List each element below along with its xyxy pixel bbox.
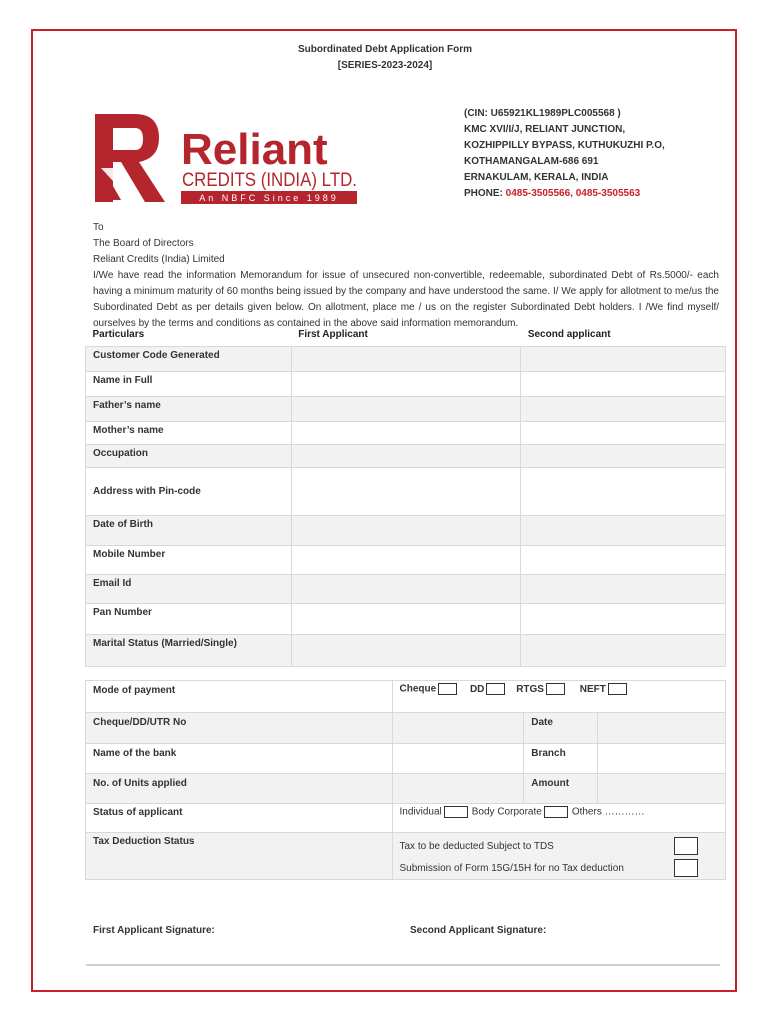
tds-checkbox[interactable] (674, 837, 698, 855)
amount-field[interactable] (598, 774, 726, 804)
logo-name: Reliant (181, 125, 328, 174)
form-series: [SERIES-2023-2024] (337, 60, 433, 71)
cheque-label: Cheque (399, 683, 437, 695)
applicant-status-options (392, 804, 726, 833)
second-applicant-field[interactable] (521, 603, 726, 634)
row-label: Customer Code Generated (86, 346, 292, 371)
applicant-status-label: Status of applicant (86, 804, 393, 833)
first-applicant-field[interactable] (291, 467, 521, 515)
first-applicant-field[interactable] (291, 396, 521, 421)
footer-divider (86, 964, 720, 966)
row-label: Mobile Number (86, 545, 292, 574)
intro-body: I/We have read the information Memorandum for issue of unsecured non-convertible, redeemable, subordinated Debt of Rs.5000/- each having a minimum maturity of 60 months being issued by the company and have understood the same. I/ We apply for allotment to me/us the Subordinated Debt as per details given below. On allotment, place me / us on the register Subordinated Debt holders. I /We find myself/ ourselves by the terms and conditions as contained in the above said information memorandum. (93, 270, 719, 329)
tax-status-options (392, 833, 726, 880)
second-applicant-field[interactable] (521, 346, 726, 371)
branch-label: Branch (524, 744, 598, 774)
first-applicant-field[interactable] (291, 346, 521, 371)
second-applicant-field[interactable] (521, 634, 726, 666)
first-applicant-field[interactable] (291, 545, 521, 574)
phone-numbers: 0485-3505566, 0485-3505563 (505, 188, 641, 199)
company-address (464, 106, 665, 202)
payment-mode-options (392, 681, 726, 713)
logo-tagline: An NBFC Since 1989 (199, 193, 339, 203)
second-applicant-field[interactable] (521, 545, 726, 574)
phone-label: PHONE: (464, 188, 506, 199)
individual-checkbox[interactable] (444, 806, 468, 818)
bank-name-field[interactable] (392, 744, 524, 774)
second-applicant-field[interactable] (521, 421, 726, 444)
intro-letter (93, 220, 719, 332)
first-applicant-field[interactable] (291, 574, 521, 603)
rtgs-label: RTGS (516, 683, 544, 695)
address-line-2: KOZHIPPILLY BYPASS, KUTHUKUZHI P.O, (464, 140, 665, 151)
cheque-checkbox[interactable] (438, 683, 457, 695)
intro-addressee-1: The Board of Directors (93, 238, 194, 249)
second-applicant-field[interactable] (521, 574, 726, 603)
cheque-number-field[interactable] (392, 713, 524, 744)
first-applicant-signature: First Applicant Signature: (93, 925, 215, 936)
reliant-logo (93, 112, 363, 206)
second-applicant-field[interactable] (521, 515, 726, 545)
second-applicant-field[interactable] (521, 467, 726, 515)
header-first-applicant: First Applicant (291, 326, 521, 346)
body-corporate-label: Body Corporate (471, 806, 542, 818)
applicant-table (85, 326, 726, 667)
tax-status-label: Tax Deduction Status (86, 833, 393, 880)
logo-sub: CREDITS (INDIA) LTD. (182, 170, 357, 191)
intro-to: To (93, 222, 104, 233)
cin-number: (CIN: U65921KL1989PLC005568 ) (464, 108, 621, 119)
dd-checkbox[interactable] (486, 683, 505, 695)
row-label: Pan Number (86, 603, 292, 634)
dd-label: DD (469, 683, 485, 695)
individual-label: Individual (399, 806, 442, 818)
amount-label: Amount (524, 774, 598, 804)
mode-of-payment-label: Mode of payment (86, 681, 393, 713)
second-applicant-signature: Second Applicant Signature: (410, 925, 547, 936)
others-label: Others ………… (571, 806, 645, 818)
body-corporate-checkbox[interactable] (544, 806, 568, 818)
address-line-1: KMC XVI/I/J, RELIANT JUNCTION, (464, 124, 626, 135)
first-applicant-field[interactable] (291, 515, 521, 545)
header-particulars: Particulars (86, 326, 292, 346)
header-second-applicant: Second applicant (521, 326, 726, 346)
units-applied-field[interactable] (392, 774, 524, 804)
second-applicant-field[interactable] (521, 444, 726, 467)
neft-checkbox[interactable] (608, 683, 627, 695)
row-label: Occupation (86, 444, 292, 467)
neft-label: NEFT (579, 683, 606, 695)
row-label: Marital Status (Married/Single) (86, 634, 292, 666)
row-label: Email Id (86, 574, 292, 603)
intro-addressee-2: Reliant Credits (India) Limited (93, 254, 225, 265)
address-line-4: ERNAKULAM, KERALA, INDIA (464, 172, 609, 183)
cheque-number-label: Cheque/DD/UTR No (86, 713, 393, 744)
second-applicant-field[interactable] (521, 371, 726, 396)
form-title: Subordinated Debt Application Form (297, 44, 473, 55)
address-line-3: KOTHAMANGALAM-686 691 (464, 156, 599, 167)
bank-name-label: Name of the bank (86, 744, 393, 774)
units-applied-label: No. of Units applied (86, 774, 393, 804)
date-label: Date (524, 713, 598, 744)
first-applicant-field[interactable] (291, 421, 521, 444)
row-label: Address with Pin-code (86, 467, 292, 515)
date-field[interactable] (598, 713, 726, 744)
form-15g-checkbox[interactable] (674, 859, 698, 877)
second-applicant-field[interactable] (521, 396, 726, 421)
first-applicant-field[interactable] (291, 634, 521, 666)
rtgs-checkbox[interactable] (546, 683, 565, 695)
first-applicant-field[interactable] (291, 603, 521, 634)
form-15g-option-label: Submission of Form 15G/15H for no Tax deduction (399, 862, 624, 874)
row-label: Father’s name (86, 396, 292, 421)
first-applicant-field[interactable] (291, 444, 521, 467)
branch-field[interactable] (598, 744, 726, 774)
payment-table (85, 680, 726, 880)
row-label: Name in Full (86, 371, 292, 396)
tds-option-label: Tax to be deducted Subject to TDS (399, 840, 554, 852)
row-label: Date of Birth (86, 515, 292, 545)
row-label: Mother’s name (86, 421, 292, 444)
first-applicant-field[interactable] (291, 371, 521, 396)
